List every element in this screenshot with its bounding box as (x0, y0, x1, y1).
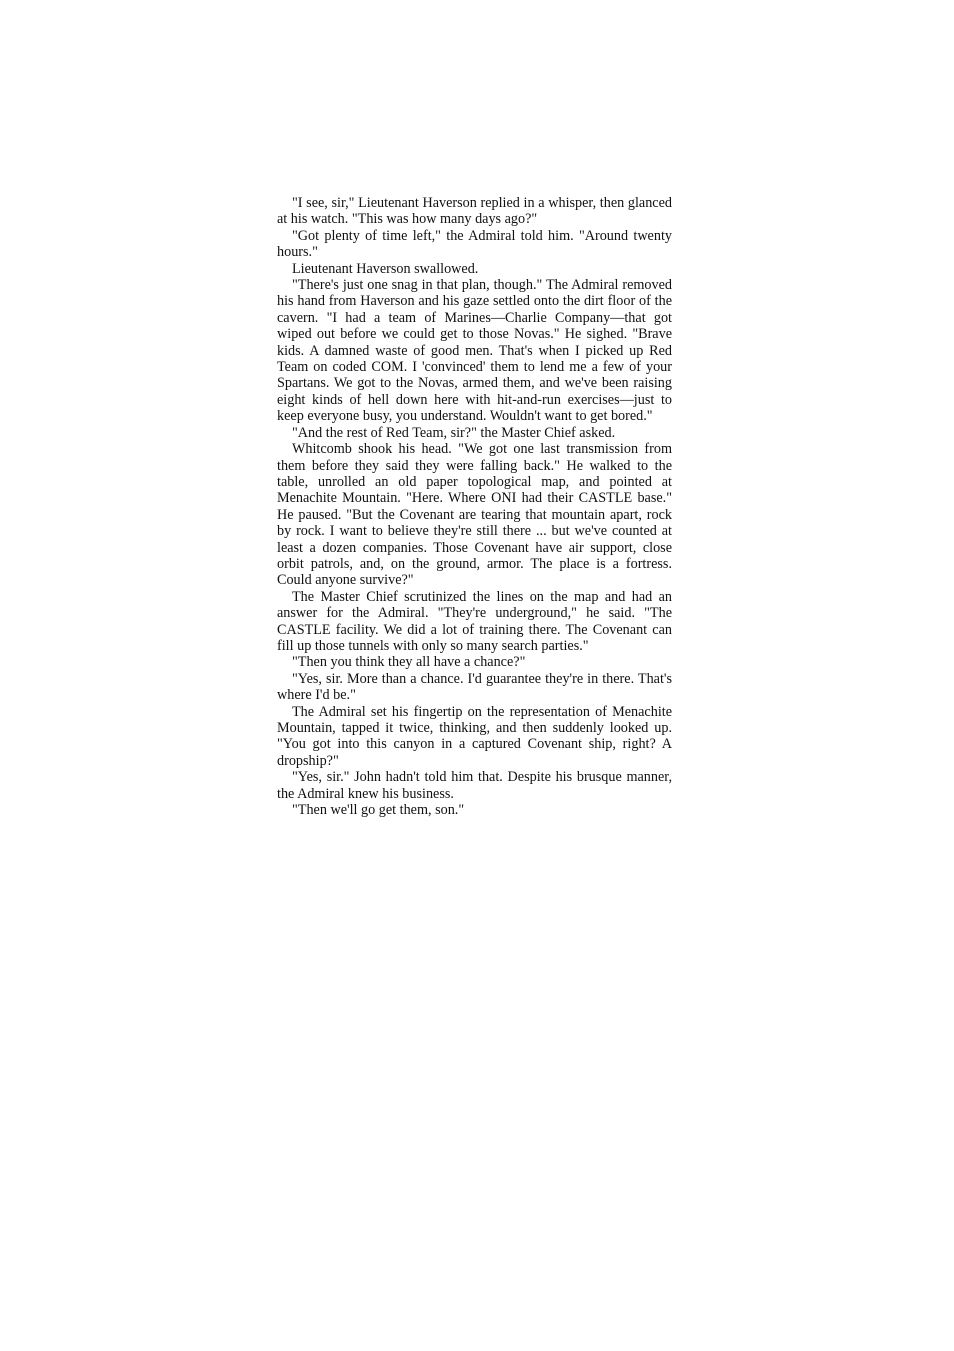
paragraph: "Yes, sir. More than a chance. I'd guarantee they're in there. That's where I'd be." (277, 670, 672, 704)
paragraph: "Got plenty of time left," the Admiral told him. "Around twenty hours." (277, 227, 672, 261)
paragraph: "I see, sir," Lieutenant Haverson replied in a whisper, then glanced at his watch. "This was how many days ago?" (277, 195, 672, 228)
paragraph: "There's just one snag in that plan, though." The Admiral removed his hand from Haverson and his gaze settled onto the dirt floor of the cavern. "I had a team of Marines—Charlie Company—that got wiped out before we could get to those Novas." He sighed. "Brave kids. A damned waste of good men. That's when I picked up Red Team on coded COM. I 'convinced' them to lend me a few of your Spartans. We got to the Novas, armed them, and we've been raising eight kinds of hell down here with hit-and-run exercises—just to keep everyone busy, you understand. Wouldn't want to get bored." (277, 277, 672, 425)
paragraph: "And the rest of Red Team, sir?" the Master Chief asked. (292, 424, 616, 441)
page-text (277, 195, 672, 818)
paragraph: "Yes, sir." John hadn't told him that. Despite his brusque manner, the Admiral knew his business. (277, 769, 672, 802)
paragraph: Lieutenant Haverson swallowed. (292, 260, 479, 277)
paragraph: "Then we'll go get them, son." (292, 802, 465, 819)
paragraph: The Master Chief scrutinized the lines on the map and had an answer for the Admiral. "They're underground," he said. "The CASTLE facility. We did a lot of training there. The Covenant can fill up those tunnels with only so many search parties." (277, 588, 672, 654)
paragraph: Whitcomb shook his head. "We got one last transmission from them before they said they were falling back." He walked to the table, unrolled an old paper topological map, and pointed at Menachite Mountain. "Here. Where ONI had their CASTLE base." He paused. "But the Covenant are tearing that mountain apart, rock by rock. I want to believe they're still there ... but we've counted at least a dozen companies. Those Covenant have air support, close orbit patrols, and, on the ground, armor. The place is a fortress. Could anyone survive?" (277, 441, 672, 589)
paragraph: "Then you think they all have a chance?" (292, 654, 526, 671)
paragraph: The Admiral set his fingertip on the representation of Menachite Mountain, tapped it twice, thinking, and then suddenly looked up. "You got into this canyon in a captured Covenant ship, right? A dropship?" (277, 703, 672, 769)
